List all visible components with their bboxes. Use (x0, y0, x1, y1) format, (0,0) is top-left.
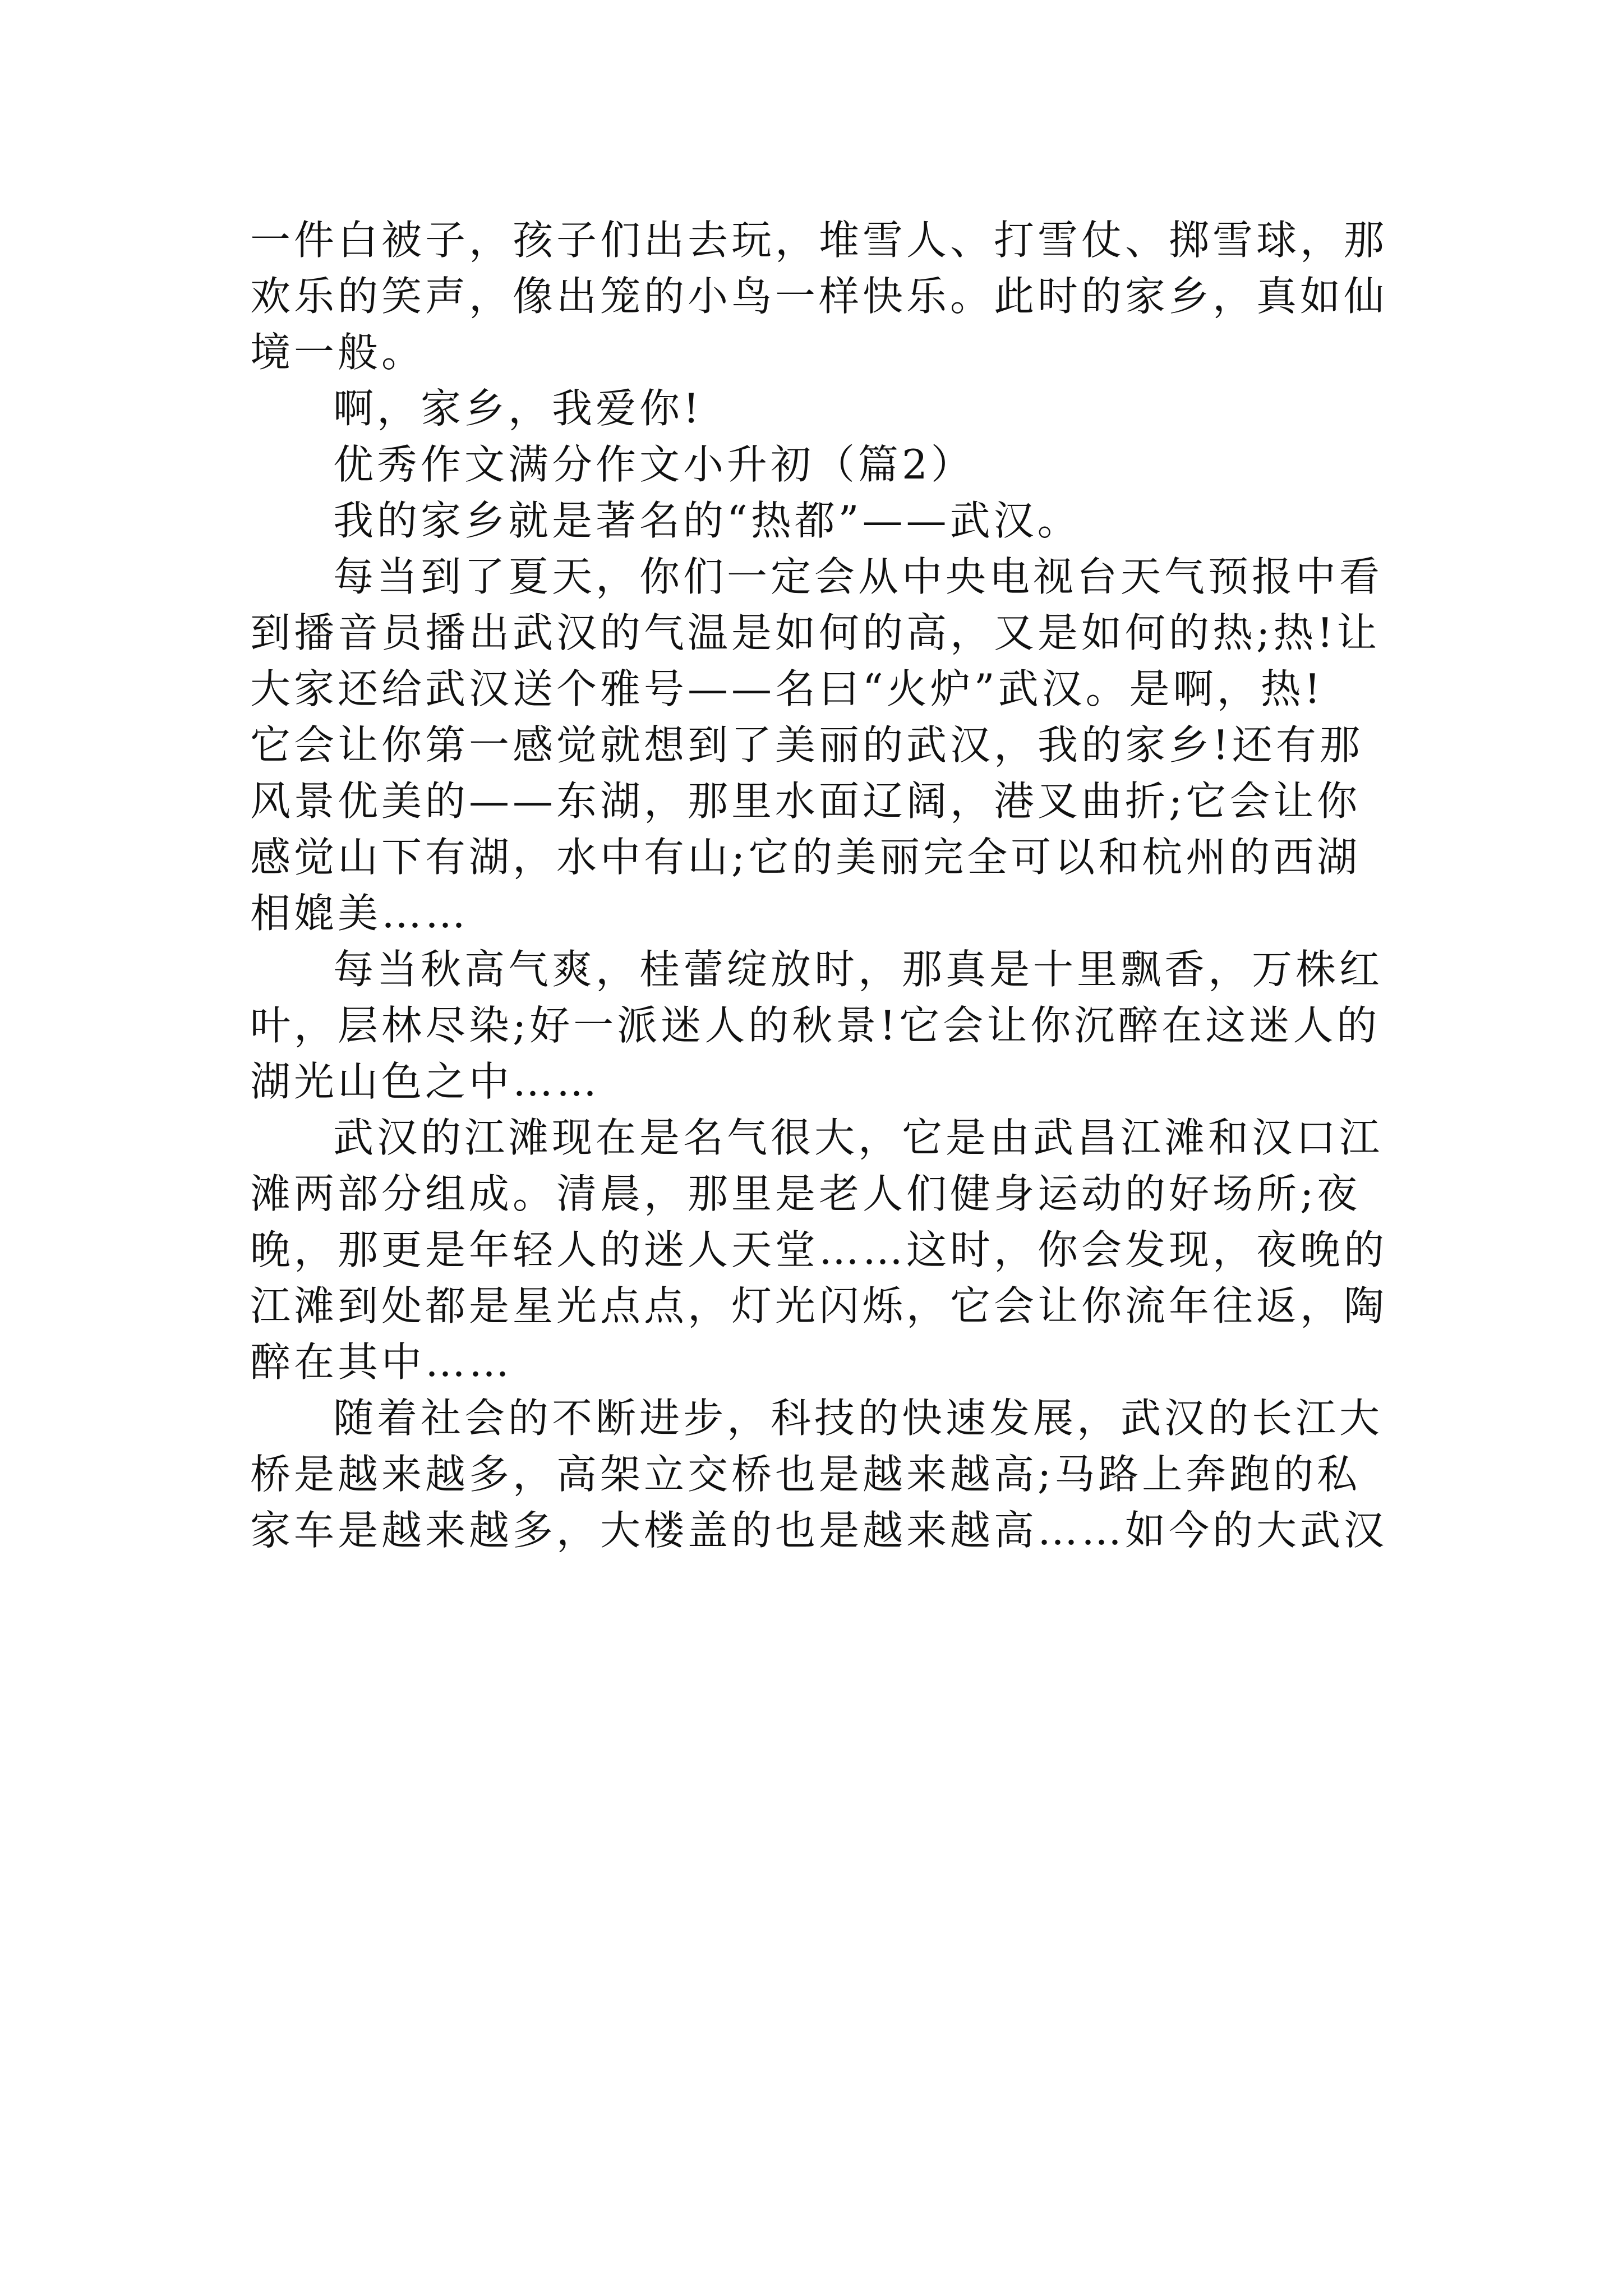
body-text (250, 212, 1389, 1558)
paragraph (250, 549, 1389, 941)
text-line: 桥是越来越多，高架立交桥也是越来越高;马路上奔跑的私 (250, 1451, 1361, 1498)
text-line: 叶，层林尽染;好一派迷人的秋景!它会让你沉醉在这迷人的 (250, 1002, 1381, 1049)
text-line: 相媲美…… (250, 890, 469, 937)
text-line: 随着社会的不断进步，科技的快速发展，武汉的长江大 (333, 1395, 1384, 1442)
paragraph (250, 493, 1389, 549)
text-line: 啊，家乡，我爱你! (333, 385, 703, 432)
paragraph (250, 436, 1389, 493)
text-line: 感觉山下有湖，水中有山;它的美丽完全可以和杭州的西湖 (250, 834, 1361, 881)
text-line: 江滩到处都是星光点点，灯光闪烁，它会让你流年往返，陶 (250, 1282, 1388, 1329)
paragraph (250, 380, 1389, 436)
text-line: 武汉的江滩现在是名气很大，它是由武昌江滩和汉口江 (333, 1114, 1384, 1161)
paragraph (250, 1110, 1389, 1390)
text-line: 一件白被子，孩子们出去玩，堆雪人、打雪仗、掷雪球，那 (250, 217, 1388, 264)
text-line: 它会让你第一感觉就想到了美丽的武汉，我的家乡!还有那 (250, 721, 1363, 769)
text-line: 醉在其中…… (250, 1338, 513, 1386)
paragraph (250, 941, 1389, 1110)
text-line: 优秀作文满分作文小升初（篇2） (333, 441, 975, 488)
text-line: 到播音员播出武汉的气温是如何的高，又是如何的热;热!让 (250, 609, 1381, 656)
text-line: 晚，那更是年轻人的迷人天堂……这时，你会发现，夜晚的 (250, 1226, 1388, 1273)
text-line: 境一般。 (250, 329, 426, 376)
text-line: 湖光山色之中…… (250, 1058, 601, 1105)
text-line: 风景优美的——东湖，那里水面辽阔，港叉曲折;它会让你 (250, 777, 1361, 825)
text-line: 欢乐的笑声，像出笼的小鸟一样快乐。此时的家乡，真如仙 (250, 273, 1388, 320)
text-line: 滩两部分组成。清晨，那里是老人们健身运动的好场所;夜 (250, 1170, 1361, 1217)
paragraph (250, 1390, 1389, 1558)
text-line: 大家还给武汉送个雅号——名曰“火炉”武汉。是啊，热! (250, 665, 1324, 712)
text-line: 家车是越来越多，大楼盖的也是越来越高……如今的大武汉 (250, 1507, 1388, 1554)
text-line: 每当到了夏天，你们一定会从中央电视台天气预报中看 (333, 553, 1384, 600)
paragraph (250, 212, 1389, 380)
text-line: 我的家乡就是著名的“热都”——武汉。 (333, 497, 1081, 544)
text-line: 每当秋高气爽，桂蕾绽放时，那真是十里飘香，万株红 (333, 946, 1384, 993)
